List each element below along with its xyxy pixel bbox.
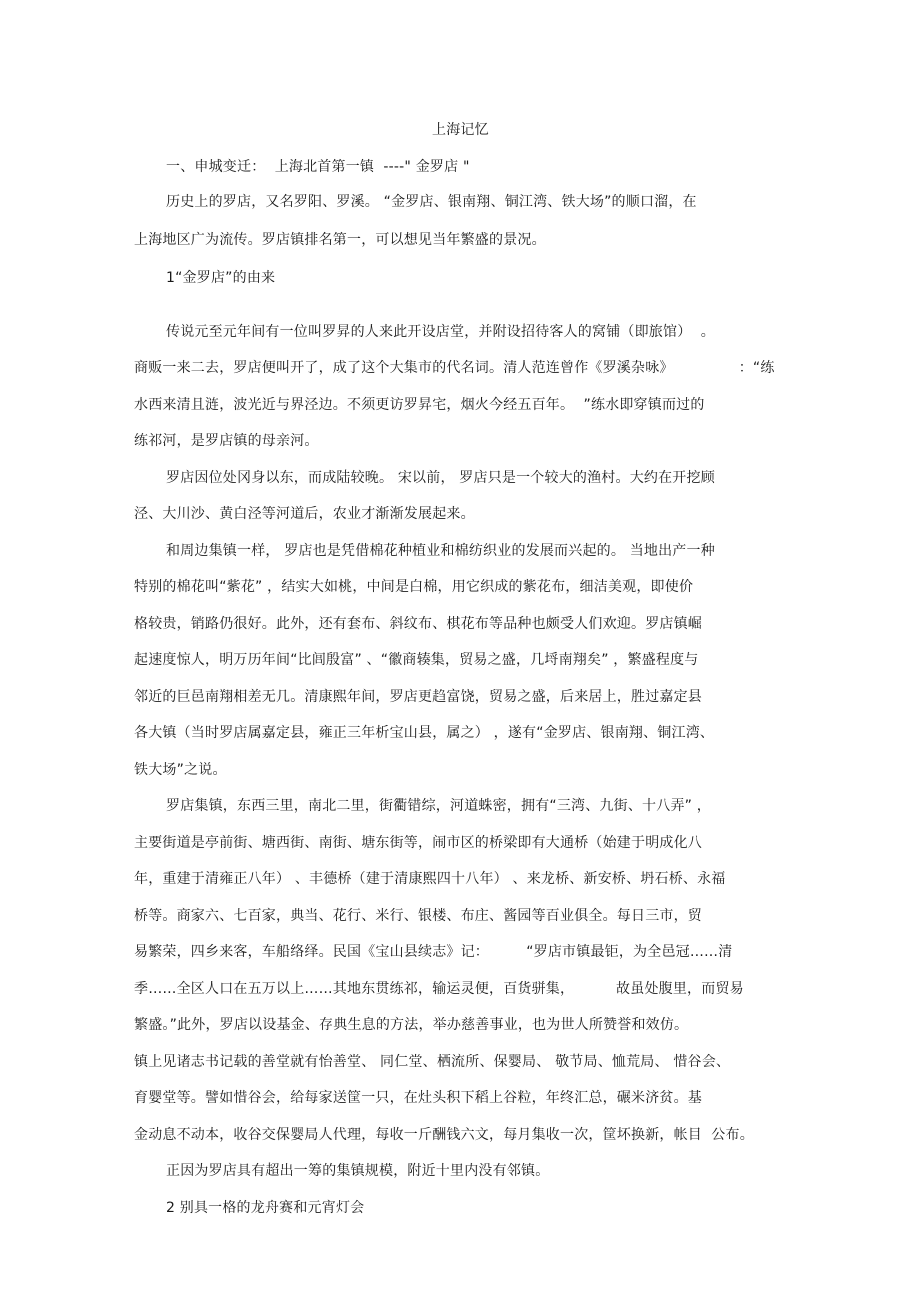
paragraph-line: 上海地区广为流传。罗店镇排名第一，可以想见当年繁盛的景况。 — [134, 232, 546, 248]
paragraph-line: 繁盛。”此外，罗店以设基金、存典生息的方法，举办慈善事业，也为世人所赞誉和效仿。 — [134, 1017, 689, 1033]
paragraph-line: 格较贵，销路仍很好。此外，还有套布、斜纹布、棋花布等品种也颇受人们欢迎。罗店镇崛 — [134, 616, 702, 632]
document-title: 上海记忆 — [432, 122, 489, 138]
paragraph-line: 各大镇（当时罗店属嘉定县，雍正三年析宝山县，属之） ，遂有“金罗店、银南翔、铜江湾、 — [134, 725, 715, 741]
paragraph-line: 罗店因位处冈身以东，而成陆较晚。 宋以前， 罗店只是一个较大的渔村。大约在开挖顾 — [166, 470, 715, 486]
paragraph-line: 镇上见诸志书记载的善堂就有怡善堂、 同仁堂、栖流所、保婴局、 敬节局、恤荒局、 惜谷会、 — [134, 1054, 731, 1070]
paragraph-line: 桥等。商家六、七百家，典当、花行、米行、银楼、布庄、酱园等百业俱全。每日三市，贸 — [134, 908, 702, 924]
paragraph-line: 历史上的罗店，又名罗阳、罗溪。 “金罗店、银南翔、铜江湾、铁大场”的顺口溜，在 — [166, 194, 697, 210]
subheading: 1“金罗店”的由来 — [166, 270, 276, 286]
paragraph-line: 泾、大川沙、黄白泾等河道后，农业才渐渐发展起来。 — [134, 506, 475, 522]
paragraph-line: 起速度惊人，明万历年间“比闾殷富” 、“徽商辏集，贸易之盛，几埒南翔矣” ，繁盛程度与 — [134, 652, 699, 668]
paragraph-line: 育婴堂等。譬如惜谷会，给每家送筐一只，在灶头积下稻上谷粒，年终汇总，碾米济贫。基 — [134, 1090, 702, 1106]
paragraph-line: 水西来清且涟，波光近与界泾边。不须更访罗昇宅，烟火今经五百年。 ”练水即穿镇而过的 — [134, 397, 705, 413]
paragraph-line: 传说元至元年间有一位叫罗昇的人来此开设店堂，并附设招待客人的窝铺（即旅馆） 。 — [166, 324, 715, 340]
paragraph-line: 季……全区人口在五万以上……其地东贯练祁，输运灵便，百货骈集， 故虽处腹里，而贸易 — [134, 981, 744, 997]
paragraph-line: 和周边集镇一样， 罗店也是凭借棉花种植业和棉纺织业的发展而兴起的。 当地出产一种 — [166, 543, 715, 559]
paragraph-line: 邻近的巨邑南翔相差无几。清康熙年间，罗店更趋富饶，贸易之盛，后来居上，胜过嘉定县 — [134, 689, 702, 705]
subheading: 2 别具一格的龙舟赛和元宵灯会 — [166, 1200, 365, 1216]
paragraph-line: 主要街道是亭前街、塘西街、南街、塘东街等，闹市区的桥梁即有大通桥（始建于明成化八 — [134, 835, 702, 851]
paragraph-line: 商贩一来二去，罗店便叫开了，成了这个大集市的代名词。清人范连曾作《罗溪杂咏》 ：“练 — [134, 360, 775, 376]
paragraph-line: 金动息不动本，收谷交保婴局人代理，每收一斤酬钱六文，每月集收一次，筐坏换新，帐目 公布。 — [134, 1127, 754, 1143]
paragraph-line: 罗店集镇，东西三里，南北二里，街衢错综，河道蛛密，拥有“三湾、九街、十八弄” ， — [166, 798, 711, 814]
paragraph-line: 正因为罗店具有超出一筹的集镇规模，附近十里内没有邻镇。 — [166, 1163, 550, 1179]
paragraph-line: 年，重建于清雍正八年） 、丰德桥（建于清康熙四十八年） 、来龙桥、新安桥、坍石桥、永福 — [134, 871, 726, 887]
section-heading: 一、申城变迁： 上海北首第一镇 ----" 金罗店 " — [166, 159, 470, 175]
paragraph-line: 特别的棉花叫“紫花” ，结实大如桃，中间是白棉，用它织成的紫花布，细洁美观，即使价 — [134, 579, 694, 595]
paragraph-line: 练祁河，是罗店镇的母亲河。 — [134, 433, 319, 449]
paragraph-line: 铁大场”之说。 — [134, 762, 227, 778]
paragraph-line: 易繁荣，四乡来客，车船络绎。民国《宝山县续志》记： “罗店市镇最钜，为全邑冠……清 — [134, 944, 733, 960]
